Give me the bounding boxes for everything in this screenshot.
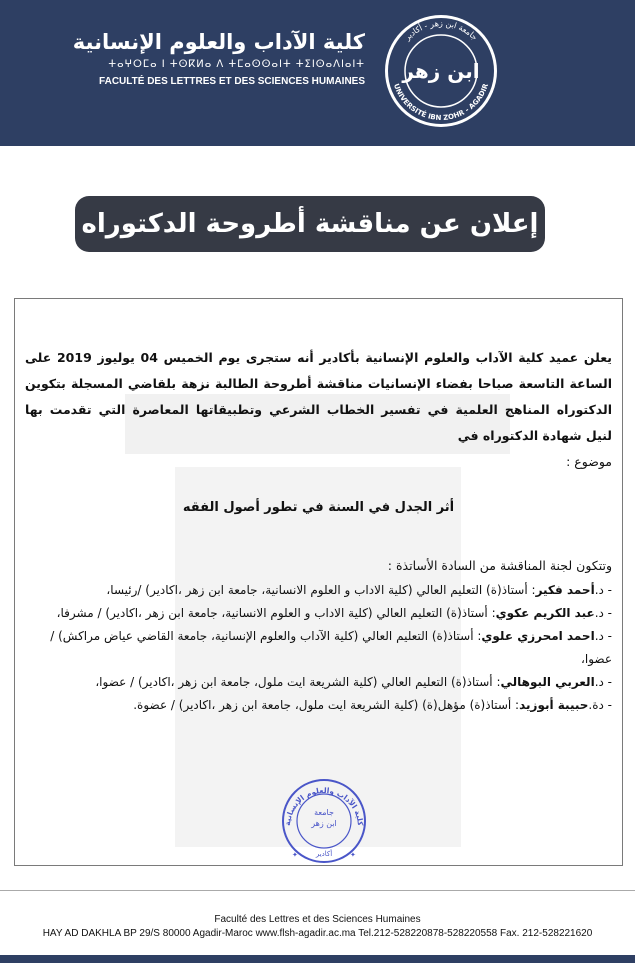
jury-details: : أستاذ(ة) مؤهل(ة) (كلية الشريعة ايت ملول، جامعة ابن زهر ،اكادير) / عضوة. — [133, 698, 520, 712]
stamp-line: أكادير — [315, 850, 333, 858]
faculty-name-arabic: كلية الآداب والعلوم الإنسانية — [72, 30, 365, 54]
jury-name: العربي البوهالي — [500, 675, 595, 689]
jury-details: : أستاذ(ة) التعليم العالي (كلية الاداب و العلوم الانسانية، جامعة ابن زهر ،اكادير) / مشرفا، — [56, 606, 496, 620]
topic-label: موضوع : — [566, 454, 612, 469]
official-stamp — [280, 777, 368, 865]
faculty-name-tifinagh: ⵜⴰⵖⵔⵎⴰ ⵏ ⵜⵙⴽⵍⴰ ⴷ ⵜⵎⴰⵙⵙⴰⵏⵜ ⵜⵉⵏⵙⴰⴷⵏⴰⵏⵜ — [108, 59, 365, 70]
jury-prefix: - د. — [594, 606, 612, 620]
footer-contact: HAY AD DAKHLA BP 29/S 80000 Agadir-Maroc www.flsh-agadir.ac.ma Tel.212-528220878-528220558 Fax. 212-528221620 — [42, 928, 593, 939]
announcement-content — [25, 345, 612, 717]
jury-member — [25, 625, 612, 671]
jury-name: أحمد فكير — [535, 583, 595, 597]
announcement-title: إعلان عن مناقشة أطروحة الدكتوراه — [75, 196, 545, 252]
logo-monogram: ابن زهر — [402, 59, 480, 83]
jury-intro: وتتكون لجنة المناقشة من السادة الأساتذة : — [387, 558, 612, 573]
jury-prefix: - دة. — [588, 698, 612, 712]
faculty-name-french: FACULTÉ DES LETTRES ET DES SCIENCES HUMAINES — [99, 76, 365, 87]
university-logo — [382, 12, 500, 130]
bottom-bar — [0, 955, 635, 963]
stamp-star: ✦ — [292, 851, 298, 859]
jury-prefix: - د. — [594, 675, 612, 689]
jury-prefix: - د. — [594, 629, 612, 643]
jury-member — [25, 671, 612, 694]
jury-details: : أستاذ(ة) التعليم العالي (كلية الشريعة ايت ملول، جامعة ابن زهر ،اكادير) / عضوا، — [95, 675, 501, 689]
jury-details: : أستاذ(ة) التعليم العالي (كلية الاداب و العلوم الانسانية، جامعة ابن زهر ،اكادير) /رئيسا، — [106, 583, 536, 597]
footer-faculty: Faculté des Lettres et des Sciences Humaines — [214, 914, 421, 925]
header-banner — [0, 0, 635, 146]
jury-member — [25, 579, 612, 602]
jury-name: عبد الكريم عكوي — [495, 606, 595, 620]
logo-ring-text: UNIVERSITÉ IBN ZOHR - AGADIR — [391, 82, 491, 123]
announcement-intro: يعلن عميد كلية الآداب والعلوم الإنسانية بأكادير أنه ستجرى يوم الخميس 04 يوليوز 2019 على الساعة التاسعة صباحا بفضاء الإنسانيات مناقشة أطروحة الطالبة نزهة بلقاضي المسجلة بتكوين الدكتوراه المناهج العلمية في تفسير الخطاب الشرعي وتطبيقاتها المعاصرة التي تقدمت بها لنيل شهادة الدكتوراه في — [25, 350, 612, 443]
thesis-title: أثر الجدل في السنة في تطور أصول الفقه — [182, 500, 455, 515]
jury-member — [25, 602, 612, 625]
announcement-box — [14, 298, 623, 866]
stamp-line: جامعة — [314, 808, 334, 817]
jury-details: : أستاذ(ة) التعليم العالي (كلية الآداب والعلوم الإنسانية، جامعة القاضي عياض مراكش) / عضوا، — [50, 629, 612, 666]
footer-divider — [0, 890, 635, 891]
stamp-star: ✦ — [350, 851, 356, 859]
stamp-line: ابن زهر — [311, 819, 337, 828]
logo-arc-arabic: جامعة ابن زهر - أكادير — [402, 18, 480, 43]
jury-prefix: - د. — [594, 583, 612, 597]
jury-member — [25, 694, 612, 717]
jury-list — [25, 579, 612, 717]
stamp-ring-text: كلية الآداب والعلوم الإنسانية — [282, 785, 366, 827]
jury-name: حبيبة أبوزيد — [519, 698, 589, 712]
jury-name: احمد امحرزي علوي — [481, 629, 595, 643]
